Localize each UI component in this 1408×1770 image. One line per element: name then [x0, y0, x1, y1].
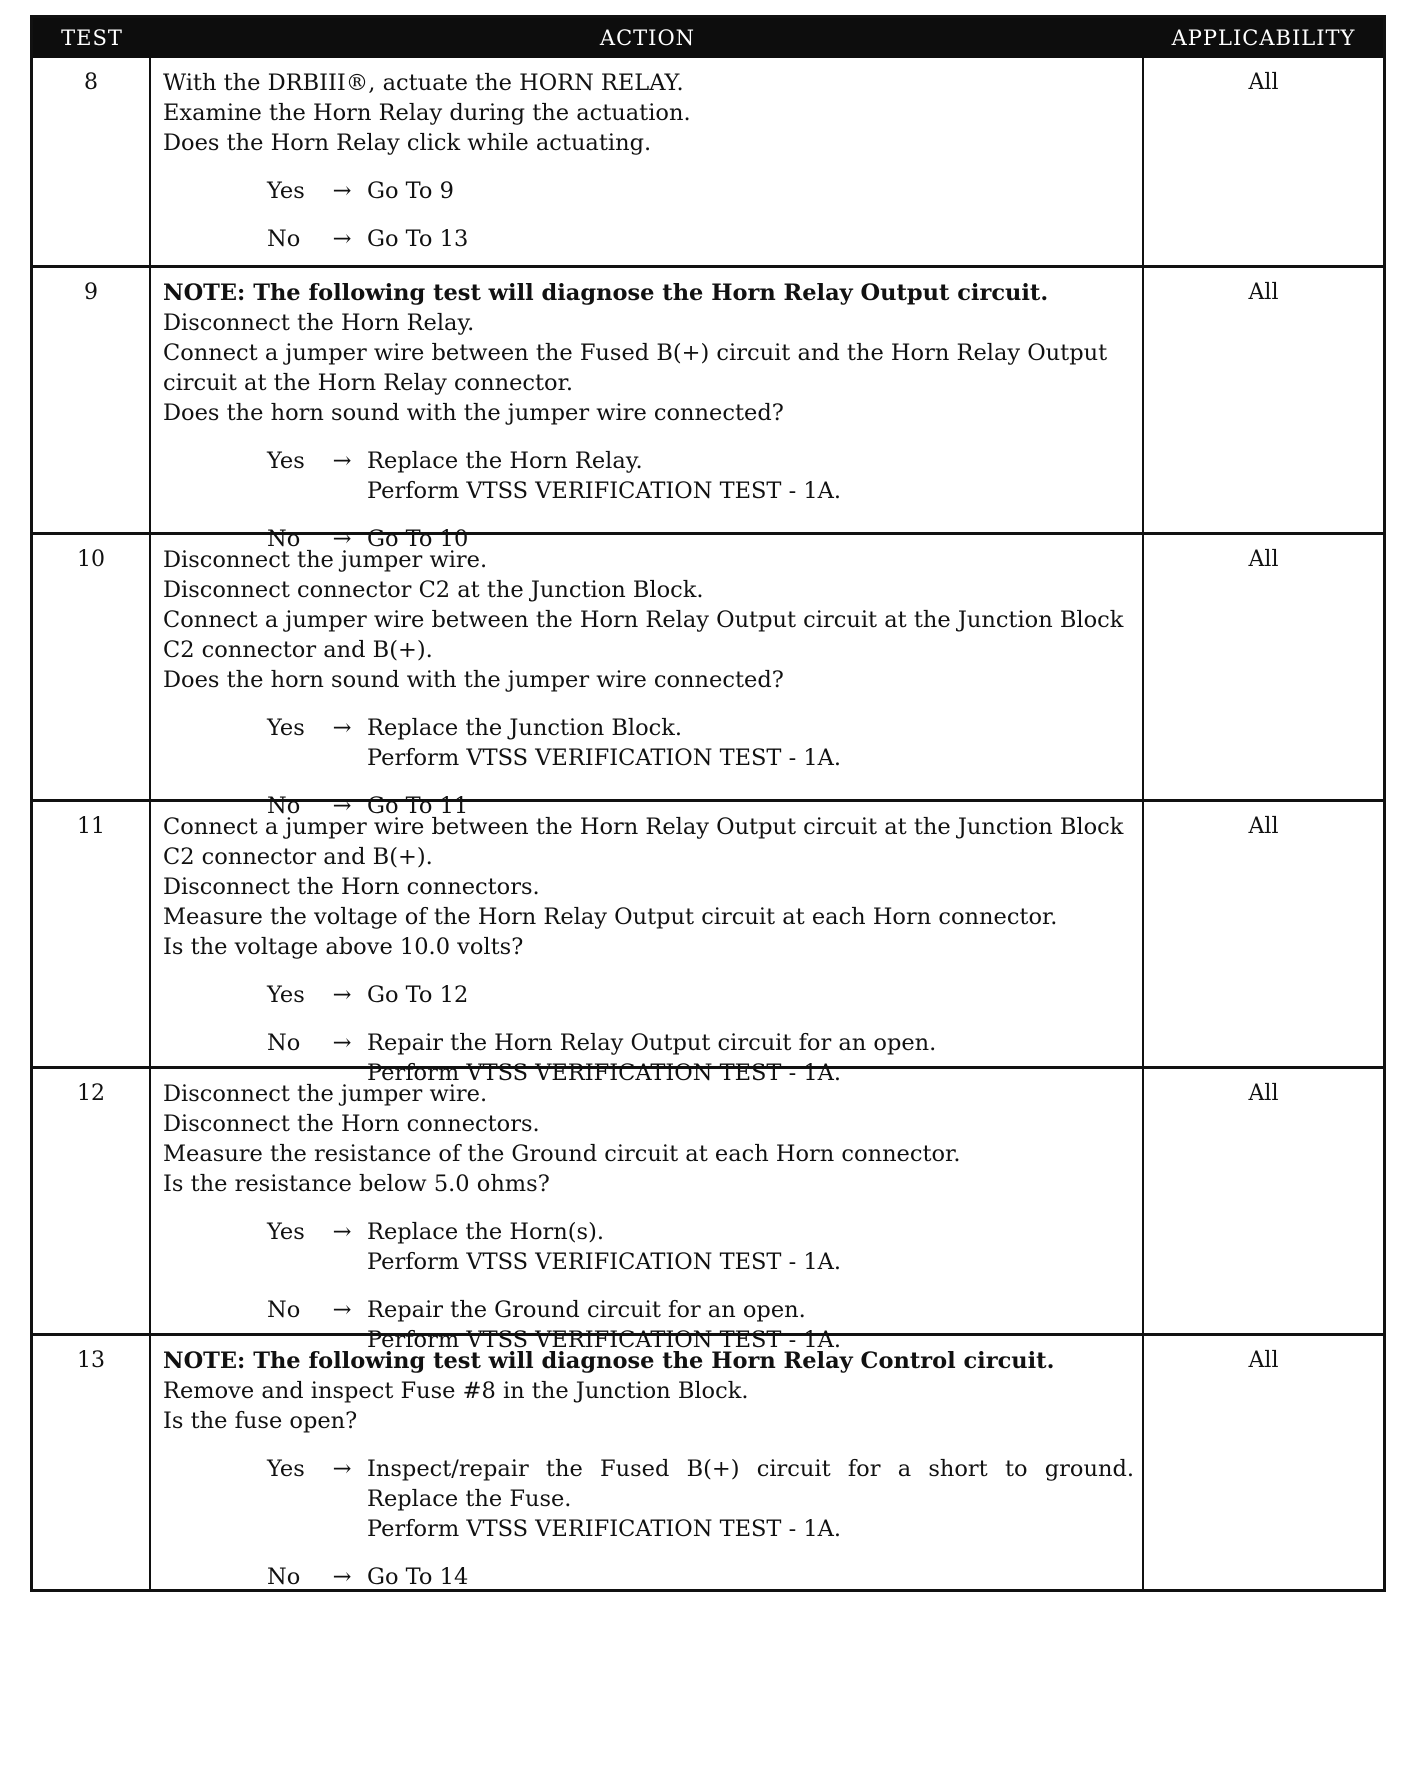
- action-line: Remove and inspect Fuse #8 in the Junction Block.: [163, 1378, 749, 1404]
- action-line: Connect a jumper wire between the Fused B(+) circuit and the Horn Relay Output: [163, 340, 1108, 366]
- note-text: NOTE: The following test will diagnose the Horn Relay Output circuit.: [163, 280, 1049, 306]
- result-line: Replace the Horn(s).: [367, 1219, 605, 1245]
- action-line: Does the horn sound with the jumper wire connected?: [163, 667, 784, 693]
- action-line: Measure the resistance of the Ground circuit at each Horn connector.: [163, 1141, 961, 1167]
- no-option: [163, 224, 1134, 254]
- test-number: 8: [33, 58, 151, 265]
- arrow-right-icon: →: [332, 1030, 352, 1056]
- test-number: 9: [33, 268, 151, 532]
- test-number: 12: [33, 1069, 151, 1333]
- action-line: C2 connector and B(+).: [163, 637, 433, 663]
- result-line: Inspect/repair the Fused B(+) circuit for a short to ground.: [367, 1456, 1134, 1482]
- yes-result: [367, 446, 1134, 506]
- no-label: No: [267, 793, 301, 819]
- arrow-right-icon: →: [332, 1297, 352, 1323]
- action-line: Measure the voltage of the Horn Relay Output circuit at each Horn connector.: [163, 904, 1058, 930]
- action-line: Examine the Horn Relay during the actuation.: [163, 100, 691, 126]
- yes-label: Yes: [267, 448, 305, 474]
- arrow-right-icon: →: [332, 448, 352, 474]
- yes-label: Yes: [267, 1456, 305, 1482]
- arrow-right-icon: →: [332, 793, 352, 819]
- applicability-cell: All: [1248, 814, 1279, 839]
- table-row: [33, 1333, 1383, 1589]
- table-header: [33, 18, 1383, 58]
- yes-label: Yes: [267, 982, 305, 1008]
- yes-option: [163, 980, 1134, 1010]
- note-text: NOTE: The following test will diagnose the Horn Relay Control circuit.: [163, 1348, 1055, 1374]
- yes-option: [163, 1217, 1134, 1277]
- yes-label: Yes: [267, 715, 305, 741]
- yes-result: [367, 176, 1134, 206]
- arrow-right-icon: →: [332, 526, 352, 552]
- result-line: Go To 11: [367, 793, 469, 819]
- action-line: Connect a jumper wire between the Horn Relay Output circuit at the Junction Block: [163, 814, 1124, 840]
- action-cell: [151, 1069, 1144, 1353]
- yes-result: [367, 1454, 1134, 1544]
- header-test: TEST: [61, 26, 123, 50]
- applicability-cell: All: [1248, 280, 1279, 305]
- arrow-right-icon: →: [332, 1219, 352, 1245]
- action-line: Disconnect the Horn Relay.: [163, 310, 475, 336]
- action-line: Is the fuse open?: [163, 1408, 358, 1434]
- no-result: [367, 1562, 1134, 1592]
- action-line: Disconnect the jumper wire.: [163, 1081, 488, 1107]
- action-cell: [151, 58, 1144, 265]
- action-line: circuit at the Horn Relay connector.: [163, 370, 574, 396]
- table-body: [33, 58, 1383, 1589]
- result-line: Go To 12: [367, 982, 469, 1008]
- diagnostic-table: [30, 15, 1386, 1592]
- action-line: Is the resistance below 5.0 ohms?: [163, 1171, 550, 1197]
- action-line: Does the Horn Relay click while actuating.: [163, 130, 652, 156]
- result-line: Go To 13: [367, 226, 469, 252]
- yes-result: [367, 713, 1134, 773]
- result-line: Perform VTSS VERIFICATION TEST - 1A.: [367, 1060, 842, 1086]
- result-line: Repair the Horn Relay Output circuit for an open.: [367, 1030, 937, 1056]
- action-cell: [151, 1336, 1144, 1589]
- test-number: 10: [33, 535, 151, 799]
- table-row: [33, 532, 1383, 819]
- yes-option: [163, 1454, 1134, 1544]
- result-line: Replace the Horn Relay.: [367, 448, 643, 474]
- arrow-right-icon: →: [332, 715, 352, 741]
- action-line: Disconnect the jumper wire.: [163, 547, 488, 573]
- result-line: Repair the Ground circuit for an open.: [367, 1297, 806, 1323]
- no-label: No: [267, 1297, 301, 1323]
- yes-option: [163, 713, 1134, 773]
- result-line: Go To 14: [367, 1564, 469, 1590]
- result-line: Perform VTSS VERIFICATION TEST - 1A.: [367, 1327, 842, 1353]
- yes-result: [367, 980, 1134, 1010]
- result-line: Go To 9: [367, 178, 454, 204]
- action-line: Disconnect the Horn connectors.: [163, 1111, 540, 1137]
- result-line: Perform VTSS VERIFICATION TEST - 1A.: [367, 1249, 842, 1275]
- result-line: Go To 10: [367, 526, 469, 552]
- table-row: [33, 265, 1383, 552]
- no-label: No: [267, 226, 301, 252]
- action-line: Disconnect connector C2 at the Junction Block.: [163, 577, 704, 603]
- result-line: Replace the Junction Block.: [367, 715, 683, 741]
- action-cell: [151, 268, 1144, 552]
- arrow-right-icon: →: [332, 1456, 352, 1482]
- applicability-cell: All: [1248, 547, 1279, 572]
- yes-result: [367, 1217, 1134, 1277]
- action-cell: [151, 802, 1144, 1086]
- header-applicability: APPLICABILITY: [1171, 26, 1356, 50]
- no-label: No: [267, 526, 301, 552]
- action-line: C2 connector and B(+).: [163, 844, 433, 870]
- action-line: Is the voltage above 10.0 volts?: [163, 934, 524, 960]
- no-option: [163, 1562, 1134, 1592]
- no-result: [367, 224, 1134, 254]
- result-line: Replace the Fuse.: [367, 1486, 572, 1512]
- arrow-right-icon: →: [332, 226, 352, 252]
- yes-label: Yes: [267, 178, 305, 204]
- arrow-right-icon: →: [332, 982, 352, 1008]
- result-line: Perform VTSS VERIFICATION TEST - 1A.: [367, 478, 842, 504]
- no-label: No: [267, 1564, 301, 1590]
- action-line: Does the horn sound with the jumper wire connected?: [163, 400, 784, 426]
- arrow-right-icon: →: [332, 178, 352, 204]
- test-number: 13: [33, 1336, 151, 1589]
- action-line: Connect a jumper wire between the Horn Relay Output circuit at the Junction Block: [163, 607, 1124, 633]
- applicability-cell: All: [1248, 70, 1279, 95]
- yes-option: [163, 176, 1134, 206]
- arrow-right-icon: →: [332, 1564, 352, 1590]
- action-cell: [151, 535, 1144, 819]
- result-line: Perform VTSS VERIFICATION TEST - 1A.: [367, 745, 842, 771]
- test-number: 11: [33, 802, 151, 1066]
- yes-option: [163, 446, 1134, 506]
- result-line: Perform VTSS VERIFICATION TEST - 1A.: [367, 1516, 842, 1542]
- table-row: [33, 1066, 1383, 1353]
- action-line: Disconnect the Horn connectors.: [163, 874, 540, 900]
- yes-label: Yes: [267, 1219, 305, 1245]
- action-line: With the DRBIII®, actuate the HORN RELAY.: [163, 70, 684, 96]
- no-label: No: [267, 1030, 301, 1056]
- table-row: [33, 799, 1383, 1086]
- table-row: [33, 58, 1383, 265]
- applicability-cell: All: [1248, 1348, 1279, 1373]
- header-action: ACTION: [599, 26, 696, 50]
- applicability-cell: All: [1248, 1081, 1279, 1106]
